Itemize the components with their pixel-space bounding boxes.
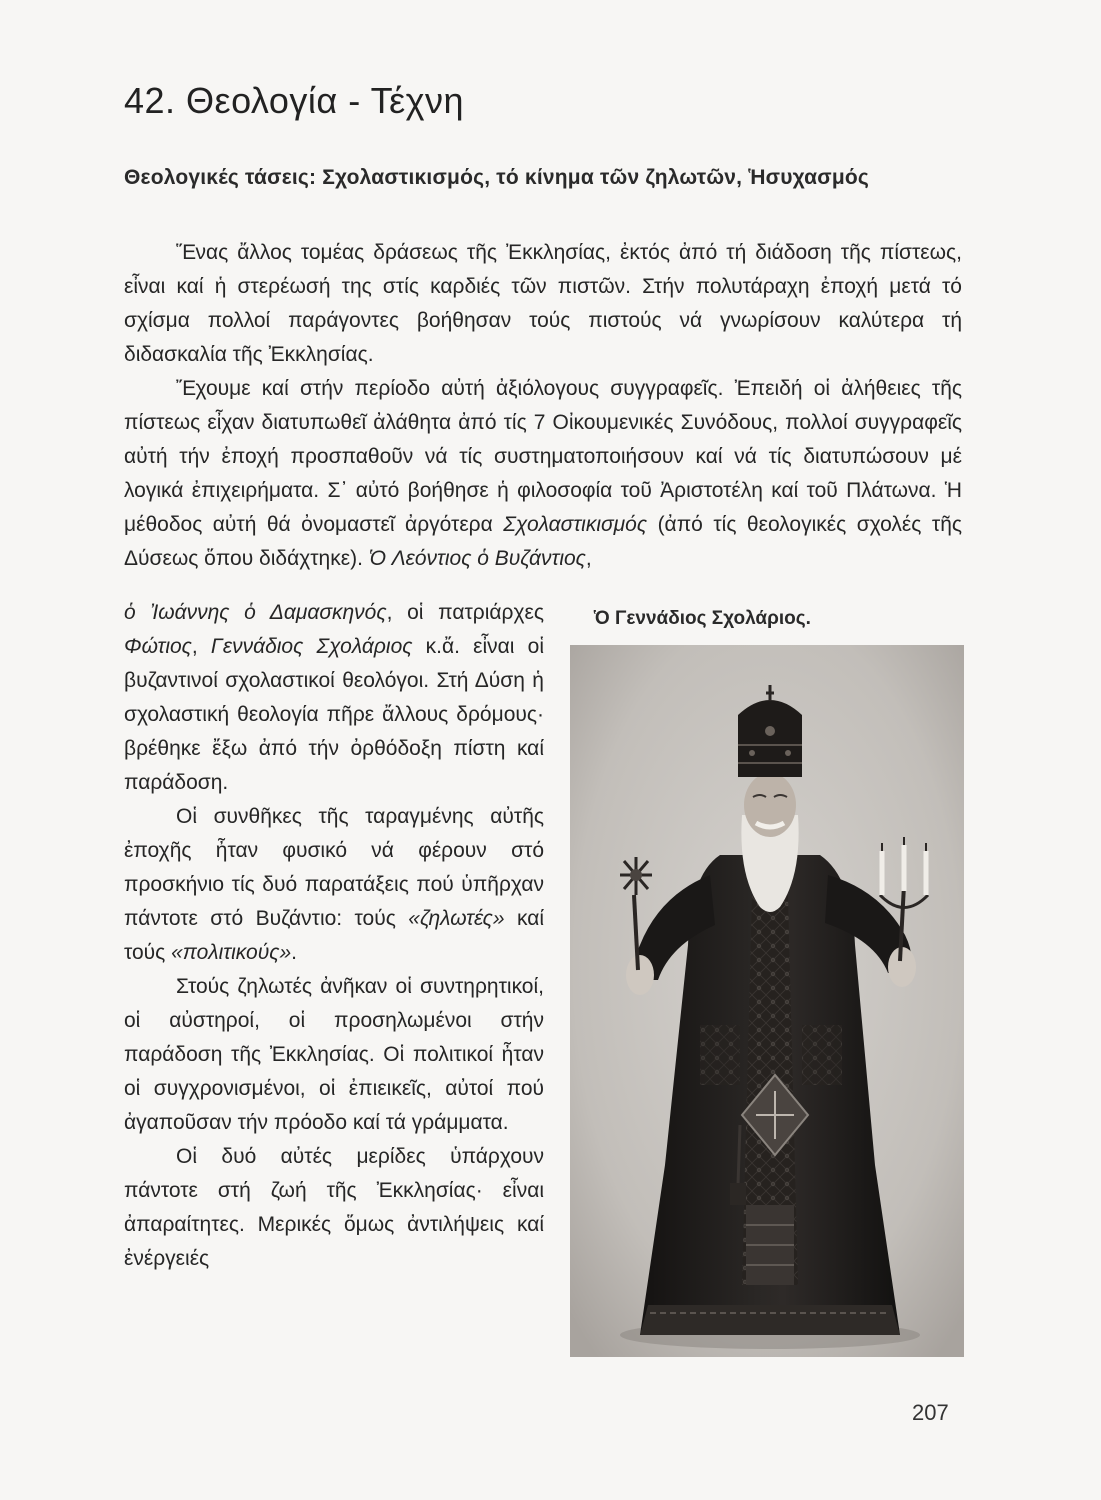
name-leontios: Ὁ Λεόντιος ὁ Βυζάντιος: [368, 547, 586, 570]
name-gennadios: Γεννάδιος Σχολάριος: [210, 635, 413, 658]
paragraph-2-text-c: , οἱ πατριάρχες: [386, 601, 544, 624]
paragraph-3-text-a: Οἱ συνθῆκες τῆς ταραγμένης αὐτῆς ἐποχῆς ἦταν φυσικό νά φέρουν στό προσκήνιο τίς δυό παρατάξεις πού ὑπῆρχαν πάντοτε στό Βυζάντιο: τούς: [124, 805, 544, 930]
paragraph-2: [124, 372, 962, 576]
section-heading: Θεολογικές τάσεις: Σχολαστικισμός, τό κίνημα τῶν ζηλωτῶν, Ἡσυχασμός: [124, 166, 870, 189]
paragraph-2-continued: [124, 596, 544, 800]
term-zealots: «ζηλωτές»: [408, 907, 505, 930]
separator: ,: [191, 635, 211, 658]
name-fotios: Φώτιος: [124, 635, 192, 658]
paragraph-2-text-b: (ἀπό τίς θεολογικές σχολές τῆς Δύσεως ὅπου διδάχτηκε).: [124, 513, 962, 570]
portrait-image: [570, 645, 964, 1357]
page-number: 207: [912, 1400, 949, 1425]
name-ioannis: ὁ Ἰωάννης ὁ Δαμασκηνός: [124, 601, 387, 624]
paragraph-4: Στούς ζηλωτές ἀνῆκαν οἱ συντηρητικοί, οἱ αὐστηροί, οἱ προσηλωμένοι στήν παράδοση τῆς Ἐκκλησίας. Οἱ πολιτικοί ἦταν οἱ συγχρονισμένοι, οἱ ἐπιεικεῖς, αὐτοί πού ἀγαποῦσαν τήν πρόοδο καί τά γράμματα.: [124, 975, 544, 1134]
page-title: 42. Θεολογία - Τέχνη: [124, 80, 465, 121]
separator: ,: [585, 547, 592, 570]
paragraph-1: Ἕνας ἄλλος τομέας δράσεως τῆς Ἐκκλησίας, ἐκτός ἀπό τή διάδοση τῆς πίστεως, εἶναι καί ἡ στερέωσή της στίς καρδιές τῶν πιστῶν. Στήν πολυτάραχη ἐποχή μετά τό σχίσμα πολλοί παράγοντες βοήθησαν τούς πιστούς νά γνωρίσουν καλύτερα τή διδασκαλία τῆς Ἐκκλησίας.: [124, 241, 962, 366]
paragraph-2-text-d: κ.ἄ. εἶναι οἱ βυζαντινοί σχολαστικοί θεολόγοι. Στή Δύση ἡ σχολαστική θεολογία πῆρε ἄλλους δρόμους· βρέθηκε ἔξω ἀπό τήν ὀρθόδοξη πίστη καί παράδοση.: [124, 635, 544, 794]
paragraph-3: [124, 800, 544, 970]
figure-caption: Ὁ Γεννάδιος Σχολάριος.: [594, 608, 811, 629]
paragraph-2-text-a: Ἔχουμε καί στήν περίοδο αὐτή ἀξιόλογους συγγραφεῖς. Ἐπειδή οἱ ἀλήθειες τῆς πίστεως εἶχαν διατυπωθεῖ ἀλάθητα ἀπό τίς 7 Οἰκουμενικές Συνόδους, πολλοί συγγραφεῖς αὐτή τήν ἐποχή προσπαθοῦν νά τίς συστηματοποιήσουν καί νά τίς διατυπώσουν μέ λογικά ἐπιχειρήματα. Σ᾿ αὐτό βοήθησε ἡ φιλοσοφία τοῦ Ἀριστοτέλη καί τοῦ Πλάτωνα. Ἡ μέθοδος αὐτή θά ὀνομαστεῖ ἀργότερα: [124, 377, 962, 536]
paragraph-3-text-b: καί τούς: [124, 907, 544, 964]
paragraph-5: Οἱ δυό αὐτές μερίδες ὑπάρχουν πάντοτε στή ζωή τῆς Ἐκκλησίας· εἶναι ἀπαραίτητες. Μερικές ὅμως ἀντιλήψεις καί ἐνέργειές: [124, 1145, 544, 1270]
term-scholasticism: Σχολαστικισμός: [503, 513, 648, 536]
full-width-text: [124, 236, 962, 576]
column-text: [124, 596, 544, 1276]
term-politicals: «πολιτικούς»: [171, 941, 292, 964]
paragraph-3-text-c: .: [291, 941, 297, 964]
